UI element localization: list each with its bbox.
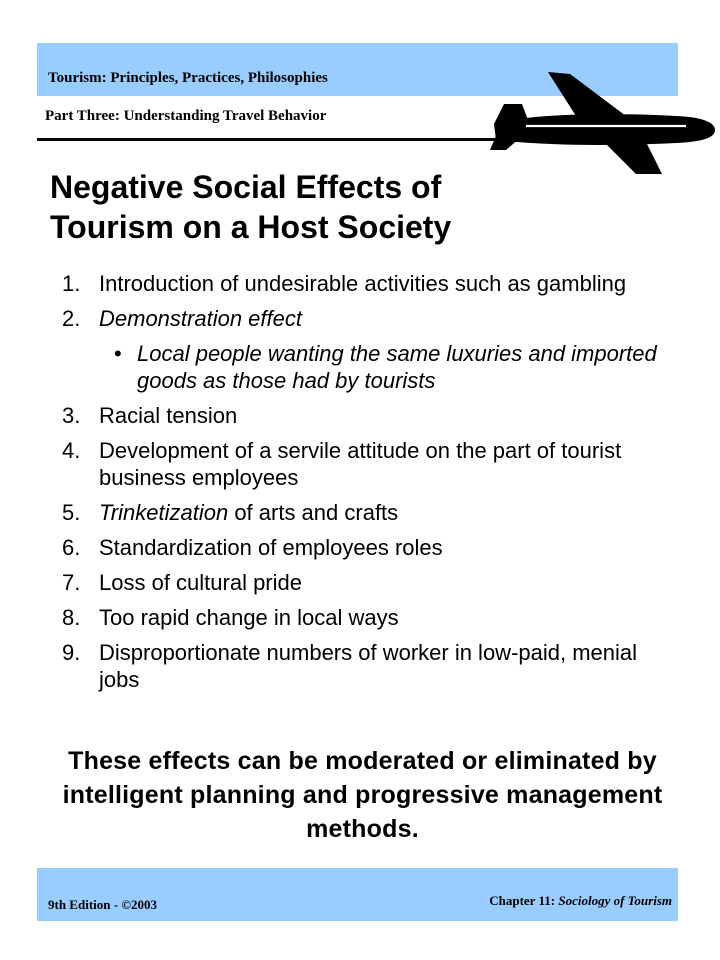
bullet-icon: • [114, 341, 122, 366]
item-text: Loss of cultural pride [99, 570, 302, 595]
sub-item [62, 340, 682, 394]
item-number: 7. [62, 570, 81, 595]
part-title: Part Three: Understanding Travel Behavior [45, 108, 327, 124]
chapter-prefix: Chapter 11: [489, 893, 559, 908]
airplane-icon [486, 70, 718, 174]
item-number: 5. [62, 500, 81, 525]
item-text [99, 499, 682, 526]
item-text-italic: Trinketization [99, 500, 229, 525]
list-item [62, 639, 682, 693]
list-item [62, 569, 682, 596]
item-text: Demonstration effect [99, 306, 302, 331]
item-text: Development of a servile attitude on the part of tourist business employees [99, 438, 622, 490]
item-text: Disproportionate numbers of worker in low-paid, menial jobs [99, 640, 638, 692]
header-rule [37, 138, 557, 141]
item-text: Introduction of undesirable activities such as gambling [99, 271, 627, 296]
effects-list [62, 270, 682, 701]
item-number: 3. [62, 403, 81, 428]
list-item [62, 604, 682, 631]
slide-title [50, 167, 570, 247]
chapter-title: Sociology of Tourism [558, 893, 672, 908]
slide-title-line-2: Tourism on a Host Society [50, 209, 452, 245]
list-item [62, 402, 682, 429]
edition-label: 9th Edition - ©2003 [48, 897, 158, 912]
list-item [62, 437, 682, 491]
item-number: 4. [62, 438, 81, 463]
list-item [62, 270, 682, 297]
item-number: 2. [62, 306, 81, 331]
item-number: 6. [62, 535, 81, 560]
list-item [62, 499, 682, 526]
item-text: Racial tension [99, 403, 238, 428]
item-number: 9. [62, 640, 81, 665]
item-text: Too rapid change in local ways [99, 605, 399, 630]
item-number: 8. [62, 605, 81, 630]
item-text-rest: of arts and crafts [228, 500, 399, 525]
chapter-label [489, 893, 672, 909]
conclusion-text: These effects can be moderated or eliminated by intelligent planning and progressive management methods. [62, 747, 663, 843]
list-item [62, 305, 682, 332]
item-number: 1. [62, 271, 81, 296]
slide-title-line-1: Negative Social Effects of [50, 169, 442, 205]
item-text: Standardization of employees roles [99, 535, 443, 560]
book-title: Tourism: Principles, Practices, Philosophies [48, 70, 328, 86]
list-item [62, 534, 682, 561]
sub-item-text: Local people wanting the same luxuries and imported goods as those had by tourists [137, 341, 657, 393]
